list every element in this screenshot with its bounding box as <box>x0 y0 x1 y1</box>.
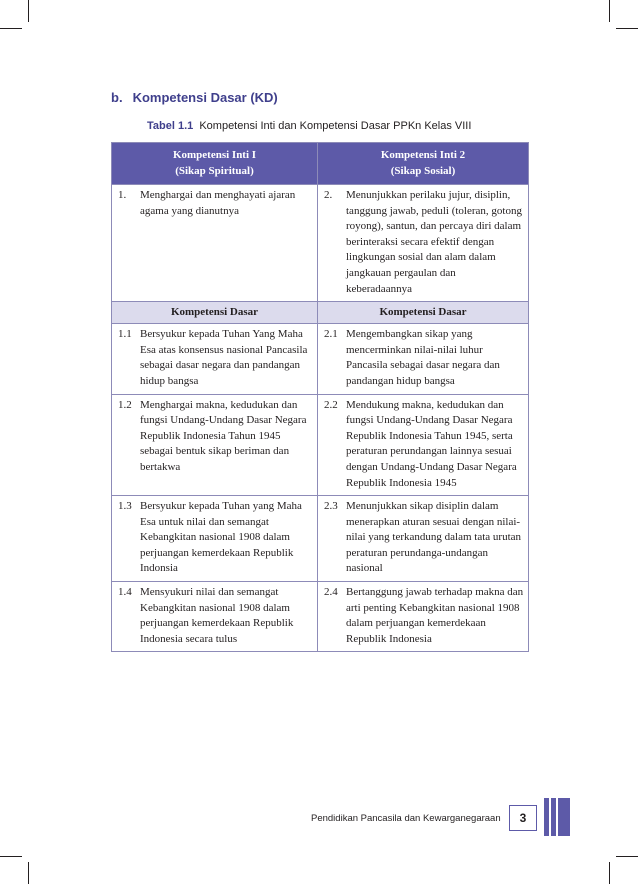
ki-header <box>318 143 529 185</box>
ki-header-title: Kompetensi Inti I <box>172 149 257 161</box>
crop-mark <box>616 856 638 857</box>
crop-mark <box>0 856 22 857</box>
crop-mark <box>609 862 610 884</box>
page-number: 3 <box>509 805 537 831</box>
section-heading <box>111 90 278 105</box>
footer-decoration-bar <box>551 798 556 836</box>
item-number: 2. <box>324 189 333 201</box>
item-text: Bersyukur kepada Tuhan Yang Maha Esa atas konsensus nasional Pancasila sebagai dasar negara dan pandangan hidup bangsa <box>140 328 308 387</box>
ki-row <box>112 185 529 302</box>
ki-header-subtitle: (Sikap Sosial) <box>390 165 456 177</box>
ki-cell <box>112 185 318 302</box>
kd-cell <box>318 582 529 652</box>
table-caption-text: Kompetensi Inti dan Kompetensi Dasar PPKn Kelas VIII <box>199 120 472 132</box>
kd-row <box>112 582 529 652</box>
footer-book-title: Pendidikan Pancasila dan Kewarganegaraan <box>311 813 501 824</box>
item-number: 2.1 <box>324 328 338 341</box>
item-number: 2.4 <box>324 586 338 599</box>
kd-cell <box>318 324 529 394</box>
kd-header: Kompetensi Dasar <box>318 302 529 324</box>
kd-cell <box>318 394 529 496</box>
item-text: Bertanggung jawab terhadap makna dan arti penting Kebangkitan nasional 1908 dalam perjuangan kemerdekaan Republik Indonesia <box>346 586 524 645</box>
item-number: 1.2 <box>118 398 132 411</box>
kd-row <box>112 324 529 394</box>
item-number: 1. <box>118 189 127 201</box>
crop-mark <box>609 0 610 22</box>
kd-cell <box>318 496 529 582</box>
ki-header-title: Kompetensi Inti 2 <box>380 149 466 161</box>
crop-mark <box>616 28 638 29</box>
kd-row <box>112 394 529 496</box>
item-text: Menunjukkan sikap disiplin dalam menerapkan aturan sesuai dengan nilai-nilai yang terkandung dalam tata urutan peraturan perundanga-undangan nasional <box>346 500 522 575</box>
crop-mark <box>28 0 29 22</box>
kd-header: Kompetensi Dasar <box>112 302 318 324</box>
item-text: Bersyukur kepada Tuhan yang Maha Esa untuk nilai dan semangat Kebangkitan nasional 1908 dalam perjuangan kemerdekaan Republik Indonsia <box>140 500 302 575</box>
item-number: 1.1 <box>118 328 132 341</box>
competency-table <box>111 142 529 652</box>
kd-header-row <box>112 302 529 324</box>
item-text: Menunjukkan perilaku jujur, disiplin, tanggung jawab, peduli (toleran, gotong royong), santun, dan percaya diri dalam berinteraksi secara efektif dengan lingkungan sosial dan alam dalam jangkauan pergaulan dan keberadaannya <box>346 189 522 295</box>
crop-mark <box>28 862 29 884</box>
item-text: Menghargai makna, kedudukan dan fungsi Undang-Undang Dasar Negara Republik Indonesia Tahun 1945 sebagai bentuk sikap beriman dan bertakwa <box>140 398 307 473</box>
kd-cell <box>112 394 318 496</box>
kd-cell <box>112 496 318 582</box>
ki-header-row <box>112 143 529 185</box>
ki-cell <box>318 185 529 302</box>
kd-cell <box>112 324 318 394</box>
item-text: Mensyukuri nilai dan semangat Kebangkitan nasional 1908 dalam perjuangan kemerdekaan Republik Indonesia secara tulus <box>140 586 294 645</box>
kd-cell <box>112 582 318 652</box>
footer-decoration-bar <box>544 798 549 836</box>
table-caption <box>147 120 471 132</box>
footer-decoration-bar <box>558 798 570 836</box>
item-number: 2.2 <box>324 398 338 411</box>
item-text: Menghargai dan menghayati ajaran agama yang dianutnya <box>140 189 296 217</box>
table-label: Tabel 1.1 <box>147 120 194 132</box>
item-number: 1.3 <box>118 500 132 513</box>
section-letter: b. <box>111 90 123 105</box>
item-text: Mengembangkan sikap yang mencerminkan nilai-nilai luhur Pancasila sebagai dasar negara dan pandangan hidup bangsa <box>346 328 500 387</box>
crop-mark <box>0 28 22 29</box>
ki-header-subtitle: (Sikap Spiritual) <box>175 165 254 177</box>
ki-header <box>112 143 318 185</box>
section-title: Kompetensi Dasar (KD) <box>132 90 278 105</box>
item-number: 1.4 <box>118 586 132 599</box>
item-number: 2.3 <box>324 500 338 513</box>
kd-row <box>112 496 529 582</box>
item-text: Mendukung makna, kedudukan dan fungsi Undang-Undang Dasar Negara Republik Indonesia Tahun 1945, serta peraturan perundangan lainnya sesuai dengan Undang-Undang Dasar Negara Republik Indonesia 1945 <box>346 398 517 489</box>
